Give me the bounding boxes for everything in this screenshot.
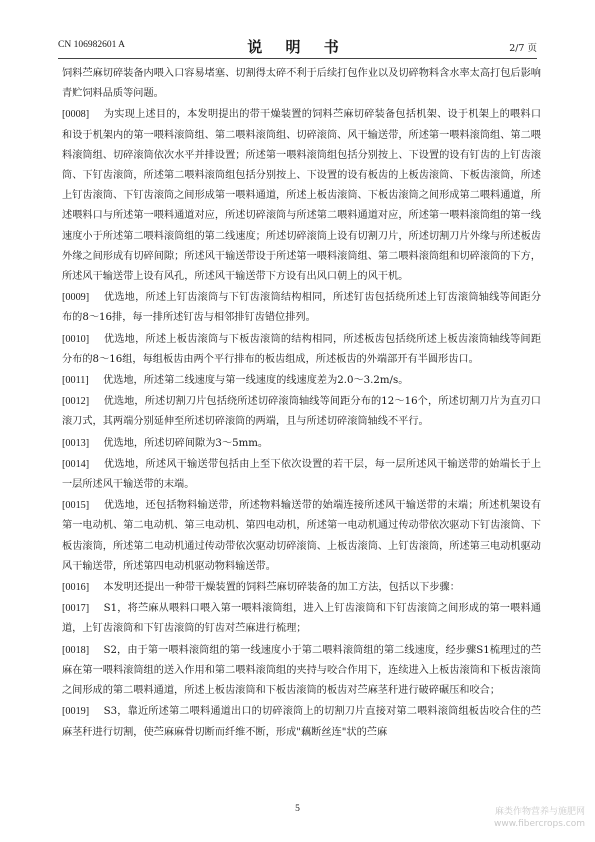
- paragraph-text: 饲料苎麻切碎装备内喂入口容易堵塞、切割得太碎不利于后续打包作业以及切碎物料含水率太高打包后影响青贮饲料品质等问题。: [62, 68, 541, 100]
- paragraph-number: [0009]: [62, 292, 90, 304]
- header-divider: [58, 58, 537, 59]
- paragraph-text: S2，由于第一喂料滚筒组的第一线速度小于第二喂料滚筒组的第二线速度，经步骤S1梳理过的苎麻在第一喂料滚筒组的送入作用和第二喂料滚筒组的夹持与咬合作用下，连续进入上板齿滚筒和下板齿滚筒之间形成的第二喂料通道，所述上板齿滚筒和下板齿滚筒的板齿对苎麻茎秆进行破碎碾压和咬合；: [62, 644, 542, 697]
- watermark-site-name: 麻类作物营养与施肥网: [494, 807, 585, 817]
- paragraph-number: [0015]: [62, 500, 90, 512]
- paragraph-0011: [62, 371, 541, 391]
- paragraph-text: 优选地，所述第二线速度与第一线速度的线速度差为2.0～3.2m/s。: [102, 375, 409, 387]
- watermark-url: www.fibercrops.com: [494, 819, 585, 829]
- paragraph-0018: [62, 641, 541, 702]
- paragraph-number: [0014]: [62, 458, 90, 470]
- patent-number: CN 106982601 A: [58, 40, 126, 50]
- paragraph-number: [0017]: [62, 603, 90, 615]
- page-number: 5: [295, 804, 300, 814]
- paragraph-0008: [62, 105, 541, 287]
- paragraph-number: [0018]: [62, 644, 90, 656]
- paragraph-text: S1，将苎麻从喂料口喂入第一喂料滚筒组，进入上钉齿滚筒和下钉齿滚筒之间形成的第一喂料通道，上钉齿滚筒和下钉齿滚筒的钉齿对苎麻进行梳理；: [62, 603, 541, 635]
- paragraph-text: 优选地，还包括物料输送带，所述物料输送带的始端连接所述风干输送带的末端；所述机架设有第一电动机、第二电动机、第三电动机、第四电动机，所述第一电动机通过传动带依次驱动下钉齿滚筒、下板齿滚筒，所述第二电动机通过传动带依次驱动切碎滚筒、上板齿滚筒、上钉齿滚筒，所述第三电动机驱动风干输送带，所述第四电动机驱动物料输送带。: [62, 500, 542, 572]
- paragraph-number: [0011]: [62, 375, 89, 387]
- paragraph-0019: [62, 702, 541, 742]
- paragraph-number: [0013]: [62, 437, 90, 449]
- paragraph-number: [0012]: [62, 396, 90, 408]
- paragraph-text: 优选地，所述上板齿滚筒与下板齿滚筒的结构相同，所述板齿包括绕所述上板齿滚筒轴线等间距分布的8～16组，每组板齿由两个平行排布的板齿组成，所述板齿的外端部开有半圆形齿口。: [62, 333, 542, 365]
- paragraph-0010: [62, 330, 541, 370]
- paragraph-number: [0008]: [62, 109, 90, 121]
- paragraph-text: 优选地，所述风干输送带包括由上至下依次设置的若干层，每一层所述风干输送带的始端长于上一层所述风干输送带的末端。: [62, 458, 542, 491]
- paragraph-number: [0016]: [62, 582, 90, 594]
- site-watermark: [494, 806, 585, 830]
- paragraph-number: [0019]: [62, 706, 90, 718]
- paragraph-text: 优选地，所述切碎间隙为3～5mm。: [103, 437, 269, 449]
- paragraph-text: 优选地，所述切割刀片包括绕所述切碎滚筒轴线等间距分布的12～16个，所述切割刀片为直刃口滚刀式，其两端分别延伸至所述切碎滚筒的两端，且与所述切碎滚筒轴线不平行。: [62, 396, 541, 428]
- paragraph-0016: [62, 578, 541, 598]
- paragraph-0013: [62, 434, 541, 454]
- page-header: [58, 36, 537, 56]
- paragraph-continuation: [62, 64, 541, 104]
- paragraph-text: 优选地，所述上钉齿滚筒与下钉齿滚筒结构相同，所述钉齿包括绕所述上钉齿滚筒轴线等间距分布的8～16排，每一排所述钉齿与相邻排钉齿错位排列。: [62, 292, 542, 324]
- page-indicator: 2/7 页: [509, 43, 537, 54]
- paragraph-0014: [62, 455, 541, 495]
- document-title: 说 明 书: [247, 38, 348, 56]
- paragraph-0009: [62, 288, 541, 328]
- paragraph-text: 本发明还提出一种带干燥装置的饲料苎麻切碎装备的加工方法，包括以下步骤：: [103, 582, 460, 594]
- document-body: [62, 64, 541, 744]
- paragraph-0012: [62, 392, 541, 432]
- paragraph-text: 为实现上述目的，本发明提出的带干燥装置的饲料苎麻切碎装备包括机架、设于机架上的喂料口和设于机架内的第一喂料滚筒组、第二喂料滚筒组、切碎滚筒、风干输送带，所述第一喂料滚筒组、第二喂料滚筒组、切碎滚筒依次水平并排设置；所述第一喂料滚筒组包括分别按上、下设置的设有钉齿的上钉齿滚筒、下钉齿滚筒，所述第二喂料滚筒组包括分别按上、下设置的设有板齿的上板齿滚筒、下板齿滚筒，所述上钉齿滚筒、下钉齿滚筒之间形成第一喂料通道，所述上板齿滚筒、下板齿滚筒之间形成第二喂料通道，所述喂料口与所述第一喂料通道对应，所述切碎滚筒与所述第二喂料通道对应，所述第一喂料滚筒组的第一线速度小于所述第二喂料滚筒组的第二线速度；所述切碎滚筒上设有切割刀片，所述切割刀片外缘与所述板齿外缘之间形成有切碎间隙；所述风干输送带设于所述第一喂料滚筒组、第二喂料滚筒组和切碎滚筒的下方，所述风干输送带上设有风孔，所述风干输送带下方设有出风口朝上的风干机。: [62, 109, 542, 283]
- paragraph-number: [0010]: [62, 333, 90, 345]
- paragraph-text: S3，靠近所述第二喂料通道出口的切碎滚筒上的切割刀片直接对第二喂料滚筒组板齿咬合住的苎麻茎秆进行切割，使苎麻麻骨切断而纤维不断，形成"藕断丝连"状的苎麻: [62, 706, 541, 738]
- paragraph-0017: [62, 599, 541, 639]
- paragraph-0015: [62, 496, 541, 577]
